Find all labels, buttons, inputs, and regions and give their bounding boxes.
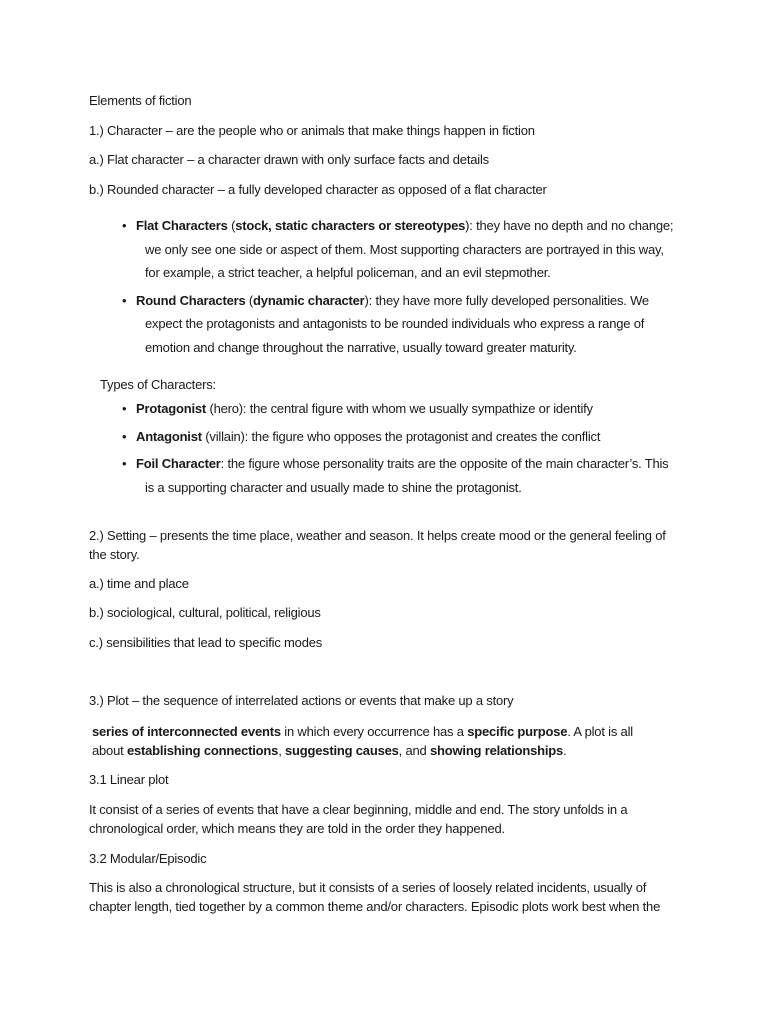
document-heading: Elements of fiction (89, 93, 192, 108)
term: Protagonist (136, 401, 207, 416)
setting-item: c.) sensibilities that lead to specific modes (89, 635, 323, 650)
text: ( (245, 292, 254, 308)
text: emotion and change throughout the narrative, usually toward greater maturity. (145, 339, 577, 355)
setting-item: b.) sociological, cultural, political, religious (89, 605, 321, 620)
linear-plot-heading: 3.1 Linear plot (89, 772, 169, 787)
bullet-icon: • (122, 456, 127, 471)
plot-intro: 3.) Plot – the sequence of interrelated actions or events that make up a story (89, 693, 514, 708)
bullet-icon: • (122, 292, 127, 308)
types-heading: Types of Characters: (100, 377, 216, 392)
text: : the figure whose personality traits are the opposite of the main character’s. This (220, 456, 669, 471)
text: ): they have no depth and no change; (465, 218, 674, 233)
text: in which every occurrence has a (280, 724, 468, 739)
rounded-character-definition: b.) Rounded character – a fully developed character as opposed of a flat character (89, 182, 547, 197)
modular-plot-text: This is also a chronological structure, but it consists of a series of loosely related incidents, usually of chapter length, tied together by a common theme and/or characters. Episodic plots work best when the (89, 880, 661, 914)
term: Antagonist (136, 428, 202, 444)
emphasis: series of interconnected events (92, 724, 281, 739)
term-detail: stock, static characters or stereotypes (235, 218, 466, 233)
bullet-icon: • (122, 401, 127, 416)
text: , and (398, 743, 430, 758)
list-item (122, 214, 676, 285)
text: we only see one side or aspect of them. Most supporting characters are portrayed in this way, (145, 241, 664, 257)
term: Round Characters (136, 292, 246, 308)
emphasis: suggesting causes (285, 743, 399, 758)
emphasis: showing relationships (429, 743, 564, 758)
list-item (122, 397, 676, 421)
modular-plot-heading: 3.2 Modular/Episodic (89, 851, 207, 866)
bullet-icon: • (122, 428, 127, 444)
emphasis: specific purpose (467, 724, 568, 739)
text: (hero): the central figure with whom we usually sympathize or identify (206, 401, 593, 416)
term: Foil Character (136, 456, 221, 471)
plot-definition (92, 722, 652, 760)
text: is a supporting character and usually made to shine the protagonist. (145, 479, 522, 495)
list-item (122, 452, 676, 499)
text: ( (227, 218, 236, 233)
setting-item: a.) time and place (89, 576, 189, 591)
text: (villain): the figure who opposes the protagonist and creates the conflict (201, 428, 601, 444)
text: ): they have more fully developed personalities. We (364, 292, 649, 308)
text: . (563, 743, 567, 758)
character-intro: 1.) Character – are the people who or animals that make things happen in fiction (89, 123, 535, 138)
text: for example, a strict teacher, a helpful policeman, and an evil stepmother. (145, 265, 551, 280)
linear-plot-text: It consist of a series of events that have a clear beginning, middle and end. The story unfolds in a chronological order, which means they are told in the order they happened. (89, 802, 628, 836)
bullet-icon: • (122, 218, 127, 233)
flat-character-definition: a.) Flat character – a character drawn with only surface facts and details (89, 152, 489, 167)
emphasis: establishing connections (126, 743, 279, 758)
list-item (122, 425, 676, 449)
character-types-list (122, 397, 676, 499)
text: , (278, 743, 286, 758)
term: Flat Characters (136, 218, 228, 233)
term-detail: dynamic character (253, 292, 365, 308)
character-kinds-list (122, 214, 676, 363)
setting-intro: 2.) Setting – presents the time place, weather and season. It helps create mood or the general feeling of the story. (89, 528, 666, 562)
text: expect the protagonists and antagonists to be rounded individuals who express a range of (145, 316, 645, 331)
text: . A plot is all about (92, 724, 633, 758)
list-item (122, 289, 676, 360)
